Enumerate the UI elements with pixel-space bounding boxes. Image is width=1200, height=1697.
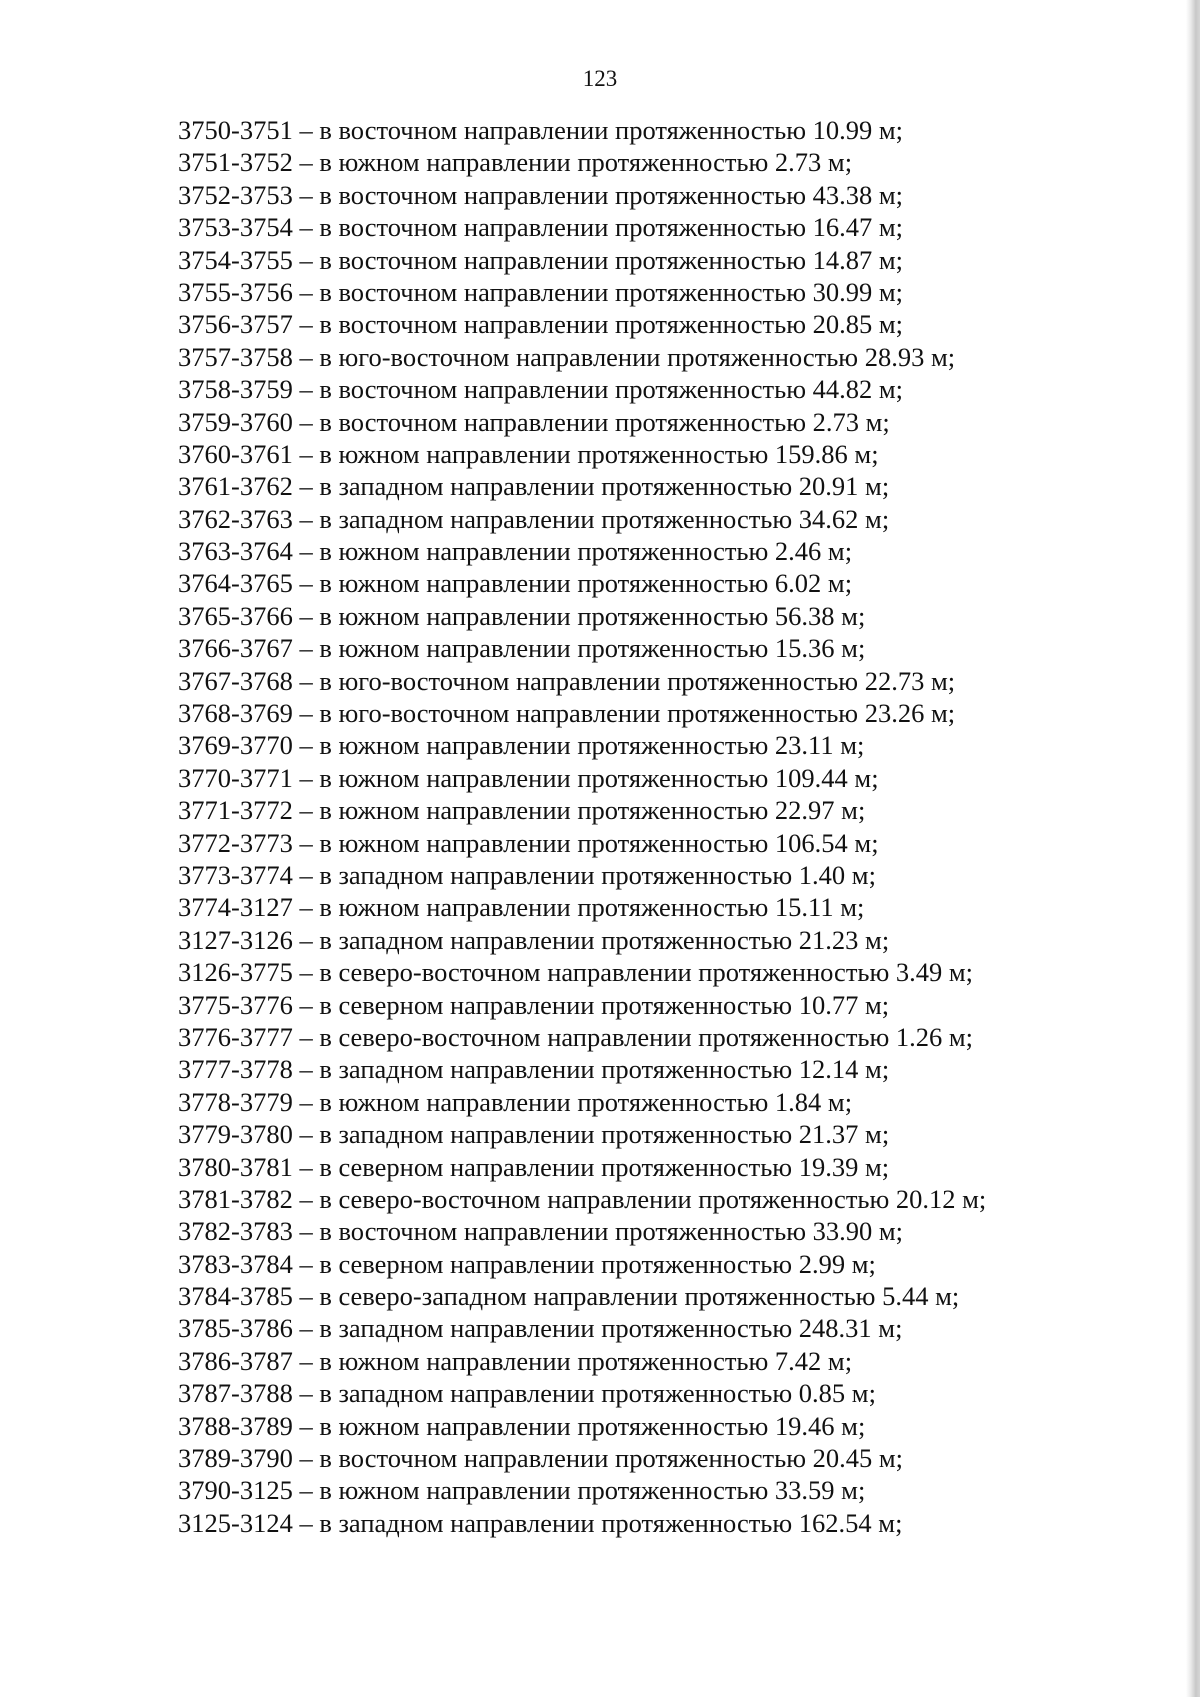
boundary-segment-line: 3126-3775 – в северо-восточном направлении протяженностью 3.49 м; bbox=[178, 957, 974, 988]
boundary-segment-line: 3769-3770 – в южном направлении протяженностью 23.11 м; bbox=[178, 730, 865, 761]
boundary-segment-line: 3756-3757 – в восточном направлении протяженностью 20.85 м; bbox=[178, 309, 903, 340]
boundary-segment-list bbox=[178, 114, 986, 1539]
boundary-segment-line: 3752-3753 – в восточном направлении протяженностью 43.38 м; bbox=[178, 179, 903, 210]
boundary-segment-line: 3775-3776 – в северном направлении протяженностью 10.77 м; bbox=[178, 989, 890, 1020]
boundary-segment-line: 3767-3768 – в юго-восточном направлении протяженностью 22.73 м; bbox=[178, 665, 956, 696]
boundary-segment-line: 3781-3782 – в северо-восточном направлении протяженностью 20.12 м; bbox=[178, 1183, 987, 1214]
boundary-segment-line: 3787-3788 – в западном направлении протяженностью 0.85 м; bbox=[178, 1378, 876, 1409]
boundary-segment-line: 3783-3784 – в северном направлении протяженностью 2.99 м; bbox=[178, 1248, 876, 1279]
boundary-segment-line: 3125-3124 – в западном направлении протяженностью 162.54 м; bbox=[178, 1507, 903, 1538]
boundary-segment-line: 3786-3787 – в южном направлении протяженностью 7.42 м; bbox=[178, 1345, 853, 1376]
boundary-segment-line: 3764-3765 – в южном направлении протяженностью 6.02 м; bbox=[178, 568, 853, 599]
boundary-segment-line: 3758-3759 – в восточном направлении протяженностью 44.82 м; bbox=[178, 374, 903, 405]
boundary-segment-line: 3784-3785 – в северо-западном направлении протяженностью 5.44 м; bbox=[178, 1281, 960, 1312]
boundary-segment-line: 3751-3752 – в южном направлении протяженностью 2.73 м; bbox=[178, 147, 853, 178]
page-number: 123 bbox=[582, 66, 618, 91]
boundary-segment-line: 3753-3754 – в восточном направлении протяженностью 16.47 м; bbox=[178, 212, 903, 243]
boundary-segment-line: 3766-3767 – в южном направлении протяженностью 15.36 м; bbox=[178, 633, 866, 664]
boundary-segment-line: 3785-3786 – в западном направлении протяженностью 248.31 м; bbox=[178, 1313, 903, 1344]
boundary-segment-line: 3777-3778 – в западном направлении протяженностью 12.14 м; bbox=[178, 1054, 890, 1085]
boundary-segment-line: 3762-3763 – в западном направлении протяженностью 34.62 м; bbox=[178, 503, 890, 534]
boundary-segment-line: 3780-3781 – в северном направлении протяженностью 19.39 м; bbox=[178, 1151, 890, 1182]
boundary-segment-line: 3765-3766 – в южном направлении протяженностью 56.38 м; bbox=[178, 600, 866, 631]
boundary-segment-line: 3770-3771 – в южном направлении протяженностью 109.44 м; bbox=[178, 762, 879, 793]
boundary-segment-line: 3760-3761 – в южном направлении протяженностью 159.86 м; bbox=[178, 438, 879, 469]
boundary-segment-line: 3778-3779 – в южном направлении протяженностью 1.84 м; bbox=[178, 1086, 853, 1117]
boundary-segment-line: 3763-3764 – в южном направлении протяженностью 2.46 м; bbox=[178, 536, 853, 567]
page-edge-shadow bbox=[1186, 0, 1200, 1697]
boundary-segment-line: 3772-3773 – в южном направлении протяженностью 106.54 м; bbox=[178, 827, 879, 858]
boundary-segment-line: 3761-3762 – в западном направлении протяженностью 20.91 м; bbox=[178, 471, 890, 502]
boundary-segment-line: 3127-3126 – в западном направлении протяженностью 21.23 м; bbox=[178, 924, 890, 955]
boundary-segment-line: 3754-3755 – в восточном направлении протяженностью 14.87 м; bbox=[178, 244, 903, 275]
boundary-segment-line: 3788-3789 – в южном направлении протяженностью 19.46 м; bbox=[178, 1410, 866, 1441]
boundary-segment-line: 3776-3777 – в северо-восточном направлении протяженностью 1.26 м; bbox=[178, 1021, 974, 1052]
boundary-segment-line: 3790-3125 – в южном направлении протяженностью 33.59 м; bbox=[178, 1475, 866, 1506]
boundary-segment-line: 3774-3127 – в южном направлении протяженностью 15.11 м; bbox=[178, 892, 865, 923]
boundary-segment-line: 3768-3769 – в юго-восточном направлении протяженностью 23.26 м; bbox=[178, 698, 956, 729]
boundary-segment-line: 3755-3756 – в восточном направлении протяженностью 30.99 м; bbox=[178, 276, 903, 307]
boundary-segment-line: 3750-3751 – в восточном направлении протяженностью 10.99 м; bbox=[178, 115, 903, 145]
boundary-segment-line: 3771-3772 – в южном направлении протяженностью 22.97 м; bbox=[178, 795, 866, 826]
boundary-segment-line: 3759-3760 – в восточном направлении протяженностью 2.73 м; bbox=[178, 406, 890, 437]
boundary-segment-line: 3789-3790 – в восточном направлении протяженностью 20.45 м; bbox=[178, 1443, 903, 1474]
boundary-segment-line: 3773-3774 – в западном направлении протяженностью 1.40 м; bbox=[178, 859, 876, 890]
boundary-segment-line: 3757-3758 – в юго-восточном направлении протяженностью 28.93 м; bbox=[178, 341, 956, 372]
boundary-segment-line: 3782-3783 – в восточном направлении протяженностью 33.90 м; bbox=[178, 1216, 903, 1247]
boundary-segment-line: 3779-3780 – в западном направлении протяженностью 21.37 м; bbox=[178, 1119, 890, 1150]
